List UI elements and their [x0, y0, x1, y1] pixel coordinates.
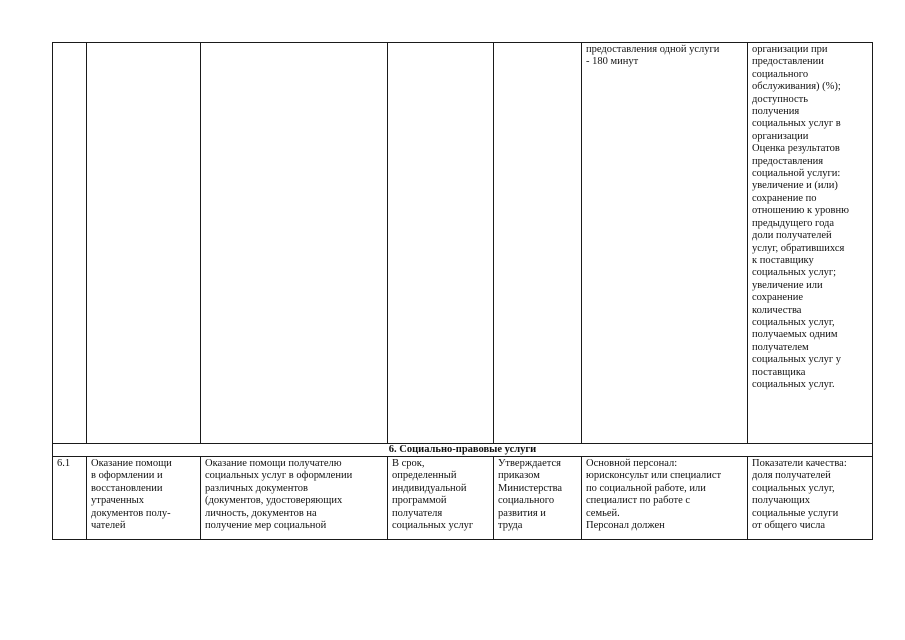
- text-line: программой: [392, 495, 447, 507]
- text-line: труда: [498, 520, 523, 532]
- text-line: получения: [752, 106, 800, 118]
- table-row: [53, 457, 873, 540]
- text-line: социальных услуг: [392, 520, 474, 532]
- text-line: увеличение или: [752, 279, 823, 291]
- text-line: документов полу-: [91, 507, 171, 519]
- text-line: социальных услуг в оформлении: [205, 470, 353, 482]
- cell-service-name: [87, 457, 201, 540]
- text-line: организации при: [752, 44, 828, 55]
- services-table: [52, 42, 873, 540]
- text-line: Показатели качества:: [752, 458, 847, 469]
- table-row: [53, 43, 873, 444]
- text-line: поставщика: [752, 366, 806, 378]
- text-line: получаемых одним: [752, 329, 838, 341]
- text-line: организации: [752, 130, 809, 142]
- text-line: получателем: [752, 341, 809, 353]
- text-line: юрисконсульт или специалист: [586, 470, 722, 482]
- text-line: восстановлении: [91, 482, 163, 494]
- text-line: Персонал должен: [586, 520, 665, 532]
- text-line: определенный: [392, 470, 457, 482]
- text-line: социальные услуги: [752, 507, 839, 519]
- text-line: услуг, обратившихся: [752, 242, 845, 254]
- cell-tariff: [494, 43, 582, 444]
- text-line: Оценка результатов: [752, 143, 840, 155]
- text-line: предоставления одной услуги: [586, 44, 720, 55]
- text-line: личность, документов на: [205, 507, 317, 519]
- text-line: индивидуальной: [392, 482, 467, 494]
- text-line: социальных услуг.: [752, 378, 835, 390]
- cell-description: [201, 457, 388, 540]
- text-line: доля получателей: [752, 470, 831, 482]
- text-line: социального: [752, 68, 809, 80]
- cell-service-name: [87, 43, 201, 444]
- text-line: доступность: [752, 93, 809, 105]
- text-line: социальной услуги:: [752, 168, 841, 180]
- cell-number: [53, 43, 87, 444]
- text-line: Министерства: [498, 482, 563, 494]
- cell-quality-indicators: [748, 43, 873, 444]
- section-header-row: [53, 444, 873, 457]
- text-line: - 180 минут: [586, 56, 639, 68]
- cell-conditions: [582, 457, 748, 540]
- text-line: специалист по работе с: [586, 495, 691, 507]
- text-line: семьей.: [586, 507, 620, 519]
- text-line: социальных услуг в: [752, 118, 841, 130]
- text-line: доли получателей: [752, 230, 832, 242]
- text-line: социальных услуг у: [752, 354, 842, 366]
- text-line: количества: [752, 304, 802, 316]
- text-line: обслуживания) (%);: [752, 81, 841, 93]
- text-line: по социальной работе, или: [586, 482, 706, 494]
- text-line: получение мер социальной: [205, 520, 327, 532]
- text-line: предыдущего года: [752, 217, 835, 229]
- section-title: 6. Социально-правовые услуги: [53, 444, 873, 457]
- text-line: сохранение: [752, 292, 803, 304]
- text-line: социального: [498, 495, 555, 507]
- cell-number: 6.1: [53, 457, 87, 540]
- text-line: социальных услуг;: [752, 267, 837, 279]
- cell-tariff: [494, 457, 582, 540]
- text-line: отношению к уровню: [752, 205, 849, 217]
- text-line: чателей: [91, 520, 126, 532]
- text-line: (документов, удостоверяющих: [205, 495, 343, 507]
- text-line: социальных услуг,: [752, 482, 835, 494]
- text-line: различных документов: [205, 482, 308, 494]
- text-line: Оказание помощи: [91, 458, 172, 469]
- text-line: к поставщику: [752, 254, 814, 266]
- text-line: получателя: [392, 507, 443, 519]
- text-line: увеличение и (или): [752, 180, 838, 192]
- text-line: от общего числа: [752, 520, 826, 532]
- cell-time-norm: [582, 43, 748, 444]
- cell-description: [201, 43, 388, 444]
- cell-period: [388, 43, 494, 444]
- text-line: социальных услуг,: [752, 316, 835, 328]
- text-line: утраченных: [91, 495, 144, 507]
- text-line: развития и: [498, 507, 546, 519]
- text-line: предоставления: [752, 155, 824, 167]
- text-line: получающих: [752, 495, 810, 507]
- text-line: Утверждается: [498, 458, 561, 469]
- cell-period: [388, 457, 494, 540]
- cell-quality-indicators: [748, 457, 873, 540]
- text-line: в оформлении и: [91, 470, 163, 482]
- text-line: В срок,: [392, 458, 425, 469]
- text-line: предоставлении: [752, 56, 824, 68]
- text-line: приказом: [498, 470, 540, 482]
- text-line: Оказание помощи получателю: [205, 458, 342, 469]
- text-line: сохранение по: [752, 192, 817, 204]
- text-line: Основной персонал:: [586, 458, 678, 469]
